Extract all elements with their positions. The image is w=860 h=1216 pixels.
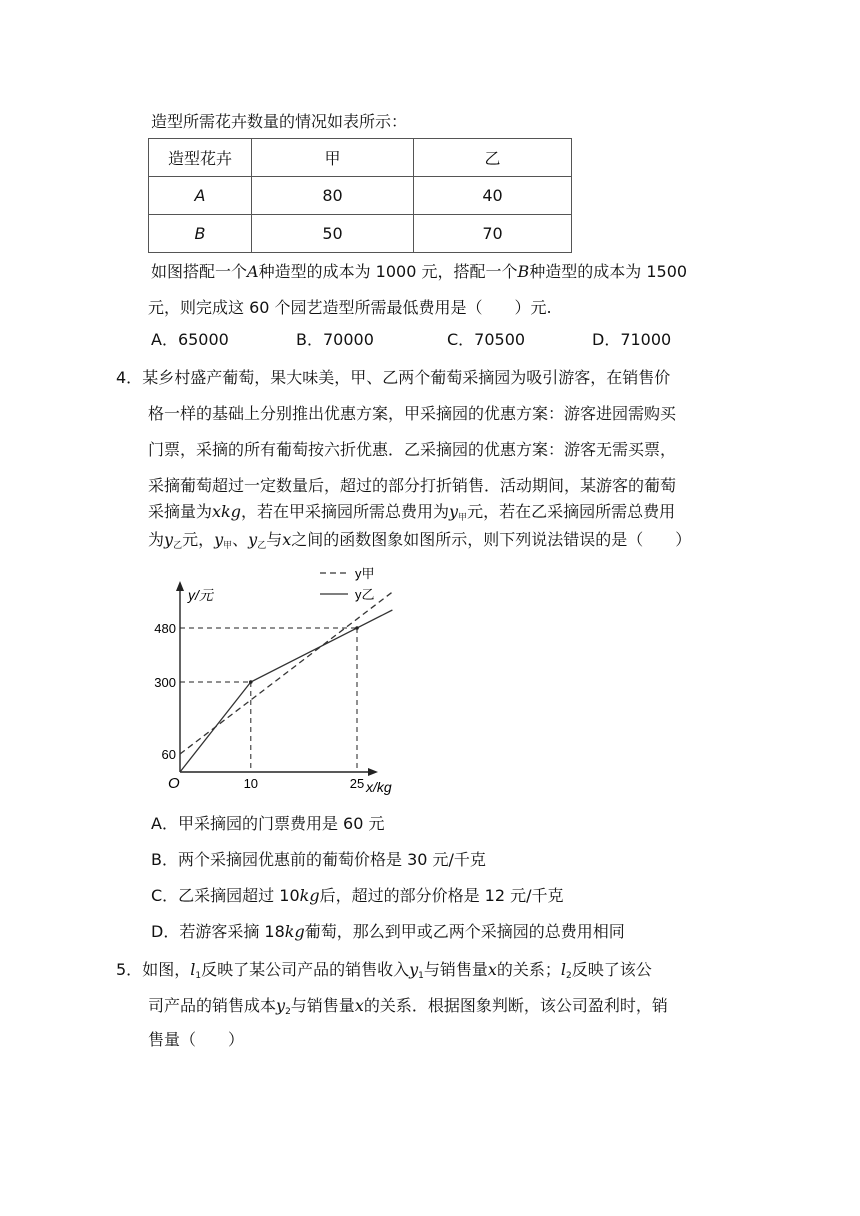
q4-line-3: 门票，采摘的所有葡萄按六折优惠．乙采摘园的优惠方案：游客无需买票， <box>148 440 677 459</box>
variable: y <box>248 530 258 549</box>
text-run: 为 <box>148 530 165 549</box>
table-cell: 70 <box>414 215 572 253</box>
q3-line-2: 元，则完成这 60 个园艺造型所需最低费用是（ ）元. <box>148 298 552 317</box>
subscript: 甲 <box>458 513 468 523</box>
table-header-cell: 甲 <box>252 139 414 177</box>
text-run: 的关系．根据图象判断，该公司盈利时，销 <box>363 996 668 1015</box>
text-run: 反映了该公 <box>571 960 652 979</box>
variable: xkg <box>212 502 241 521</box>
subscript: 乙 <box>173 541 183 551</box>
q4-line-5 <box>148 502 675 528</box>
x-axis-label: x/kg <box>366 779 392 795</box>
table-row <box>149 177 572 215</box>
q3-option-d: D．71000 <box>592 330 672 349</box>
table-header-cell: 造型花卉 <box>149 139 252 177</box>
table-cell: A <box>149 177 252 215</box>
legend-label: y甲 <box>355 566 375 581</box>
text-run: 种造型的成本为 1500 <box>529 262 688 281</box>
table-row <box>149 215 572 253</box>
y-axis-label: y/元 <box>188 587 213 603</box>
text-run: 与 <box>266 530 283 549</box>
q3-option-c: C．70500 <box>447 330 526 349</box>
table-cell: B <box>149 215 252 253</box>
table-header-row <box>149 139 572 177</box>
text-run: 种造型的成本为 1000 元，搭配一个 <box>258 262 518 281</box>
variable: B <box>517 262 530 281</box>
q3-line-1 <box>151 262 687 282</box>
q4-line-1 <box>116 368 670 388</box>
y-tick-label: 60 <box>161 747 176 762</box>
q3-option-a: A．65000 <box>151 330 229 349</box>
q4-option-d <box>151 922 625 942</box>
legend-label: y乙 <box>355 587 375 602</box>
x-tick-label: 10 <box>243 776 259 791</box>
variable: l <box>560 960 567 979</box>
x-tick-label: 25 <box>349 776 365 791</box>
text-run: 与销售量 <box>290 996 355 1015</box>
table-intro: 造型所需花卉数量的情况如表所示： <box>151 112 408 131</box>
variable: y <box>276 996 286 1015</box>
question-number: 4． <box>116 368 143 387</box>
variable: y <box>409 960 419 979</box>
q4-option-b: B．两个采摘园优惠前的葡萄价格是 30 元/千克 <box>151 850 486 869</box>
subscript: 1 <box>418 971 424 981</box>
q4-line-6 <box>148 530 691 556</box>
flower-table <box>148 138 572 253</box>
table-cell: 40 <box>414 177 572 215</box>
text-run: ，若在甲采摘园所需总费用为 <box>240 502 449 521</box>
table-cell: 50 <box>252 215 414 253</box>
data-point <box>355 626 359 630</box>
q4-option-c <box>151 886 564 906</box>
subscript: 乙 <box>257 541 267 551</box>
q4-option-a: A．甲采摘园的门票费用是 60 元 <box>151 814 385 833</box>
data-point <box>249 680 253 684</box>
x-axis-arrow <box>368 768 378 776</box>
variable: y <box>214 530 224 549</box>
text-run: 后，超过的部分价格是 12 元/千克 <box>319 886 564 905</box>
q3-option-b: B．70000 <box>296 330 374 349</box>
variable: y <box>164 530 174 549</box>
variable: y <box>449 502 459 521</box>
text-run: C．乙采摘园超过 10 <box>151 886 300 905</box>
q5-line-3: 售量（ ） <box>148 1030 245 1049</box>
text-run: 与销售量 <box>423 960 488 979</box>
subscript: 甲 <box>223 541 233 551</box>
text-run: 葡萄，那么到甲或乙两个采摘园的总费用相同 <box>304 922 625 941</box>
variable: l <box>190 960 196 979</box>
text-run: D．若游客采摘 18 <box>151 922 285 941</box>
variable: x <box>487 960 497 979</box>
variable: x <box>354 996 364 1015</box>
text-run: 元， <box>182 530 215 549</box>
text-run: 采摘量为 <box>148 502 213 521</box>
question-number: 5． <box>116 960 143 979</box>
text-run: 某乡村盛产葡萄，果大味美，甲、乙两个葡萄采摘园为吸引游客，在销售价 <box>142 368 671 387</box>
variable: A <box>247 262 259 281</box>
subscript: 2 <box>566 971 572 981</box>
text-run: 如图搭配一个 <box>151 262 248 281</box>
text-run: 元，若在乙采摘园所需总费用 <box>467 502 676 521</box>
text-run: 如图， <box>142 960 191 979</box>
text-run: 之间的函数图象如图所示，则下列说法错误的是（ ） <box>291 530 692 549</box>
unit: kg <box>284 922 305 941</box>
unit: kg <box>299 886 320 905</box>
q4-line-2: 格一样的基础上分别推出优惠方案，甲采摘园的优惠方案：游客进园需购买 <box>148 404 677 423</box>
y-tick-label: 300 <box>154 675 176 690</box>
table-header-cell: 乙 <box>414 139 572 177</box>
text-run: 的关系； <box>496 960 561 979</box>
subscript: 2 <box>285 1007 291 1017</box>
series-line-yi <box>180 610 392 772</box>
text-run: 、 <box>232 530 249 549</box>
y-tick-label: 480 <box>154 621 176 636</box>
text-run: 司产品的销售成本 <box>148 996 277 1015</box>
table-cell: 80 <box>252 177 414 215</box>
text-run: 反映了某公司产品的销售收入 <box>201 960 410 979</box>
q4-line-4: 采摘葡萄超过一定数量后，超过的部分打折销售．活动期间，某游客的葡萄 <box>148 476 677 495</box>
q5-line-2 <box>148 996 668 1022</box>
variable: x <box>282 530 292 549</box>
origin-label: O <box>168 775 180 792</box>
y-axis-arrow <box>176 581 184 591</box>
function-graph <box>150 560 410 810</box>
subscript: 1 <box>195 971 202 981</box>
q5-line-1 <box>116 960 652 986</box>
series-line-jia <box>180 592 392 754</box>
